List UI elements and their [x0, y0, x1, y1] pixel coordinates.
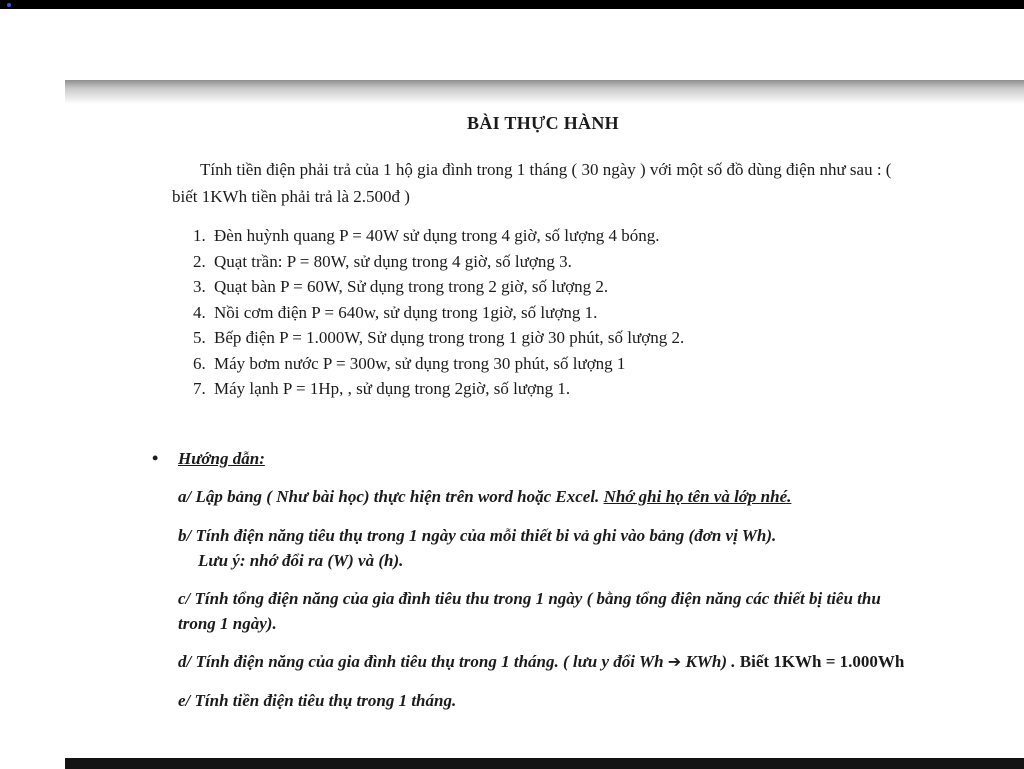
step-d-note: Biết 1KWh = 1.000Wh — [739, 651, 905, 671]
guide-step-e: e/ Tính tiền điện tiêu thụ trong 1 tháng. — [178, 690, 457, 710]
guide-step-d — [178, 649, 914, 674]
cursor-artifact-dot — [7, 3, 11, 7]
right-arrow-icon: ➔ — [667, 651, 682, 671]
guide-step-a — [178, 484, 914, 509]
document-title: BÀI THỰC HÀNH — [467, 113, 619, 133]
device-list-item-4: 4. Nồi cơm điện P = 640w, sử dụng trong 1giờ, số lượng 1. — [210, 300, 914, 326]
top-edge-bar — [0, 0, 1024, 9]
device-list — [172, 223, 914, 402]
device-list-item-3: 3. Quạt bàn P = 60W, Sử dụng trong trong 2 giờ, số lượng 2. — [210, 274, 914, 300]
device-list-item-6: 6. Máy bơm nước P = 300w, sử dụng trong 30 phút, số lượng 1 — [210, 351, 914, 377]
guide-step-b — [178, 523, 914, 573]
bottom-edge-bar — [65, 758, 1024, 769]
guide-step-c: c/ Tính tổng điện năng của gia đình tiêu thu trong 1 ngày ( bằng tổng điện năng các thiết bị tiêu thu trong 1 ngày). — [178, 588, 881, 633]
document-page — [65, 80, 1024, 758]
device-list-item-1: 1. Đèn huỳnh quang P = 40W sử dụng trong 4 giờ, số lượng 4 bóng. — [210, 223, 914, 249]
device-list-item-5: 5. Bếp điện P = 1.000W, Sử dụng trong trong 1 giờ 30 phút, số lượng 2. — [210, 325, 914, 351]
step-d-text1: d/ Tính điện năng của gia đình tiêu thụ trong 1 tháng. ( lưu y đổi Wh — [178, 651, 668, 671]
step-b-line2: Lưu ý: nhớ đổi ra (W) và (h). — [198, 550, 404, 570]
device-list-item-7: 7. Máy lạnh P = 1Hp, , sử dụng trong 2giờ, số lượng 1. — [210, 376, 914, 402]
document-content — [65, 80, 1024, 713]
bullet-icon: • — [152, 447, 159, 468]
guide-heading — [152, 446, 914, 472]
device-list-item-2: 2. Quạt trần: P = 80W, sử dụng trong 4 giờ, số lượng 3. — [210, 249, 914, 275]
step-a-text: a/ Lập bảng ( Như bài học) thực hiện trên word hoặc Excel. — [178, 486, 604, 506]
guide-section — [152, 446, 914, 713]
step-b-line1: b/ Tính điện năng tiêu thụ trong 1 ngày của mỗi thiết bi vả ghi vào bảng (đơn vị Wh). — [178, 525, 777, 545]
step-d-text2: KWh) . — [681, 651, 740, 671]
intro-paragraph: Tính tiền điện phải trả của 1 hộ gia đình trong 1 tháng ( 30 ngày ) với một số đồ dùng điện như sau : ( biết 1KWh tiền phải trả là 2.500đ ) — [172, 160, 892, 206]
step-a-underlined-text: Nhớ ghi họ tên và lớp nhé. — [603, 486, 792, 506]
guide-heading-label: Hướng dẫn: — [178, 448, 265, 468]
